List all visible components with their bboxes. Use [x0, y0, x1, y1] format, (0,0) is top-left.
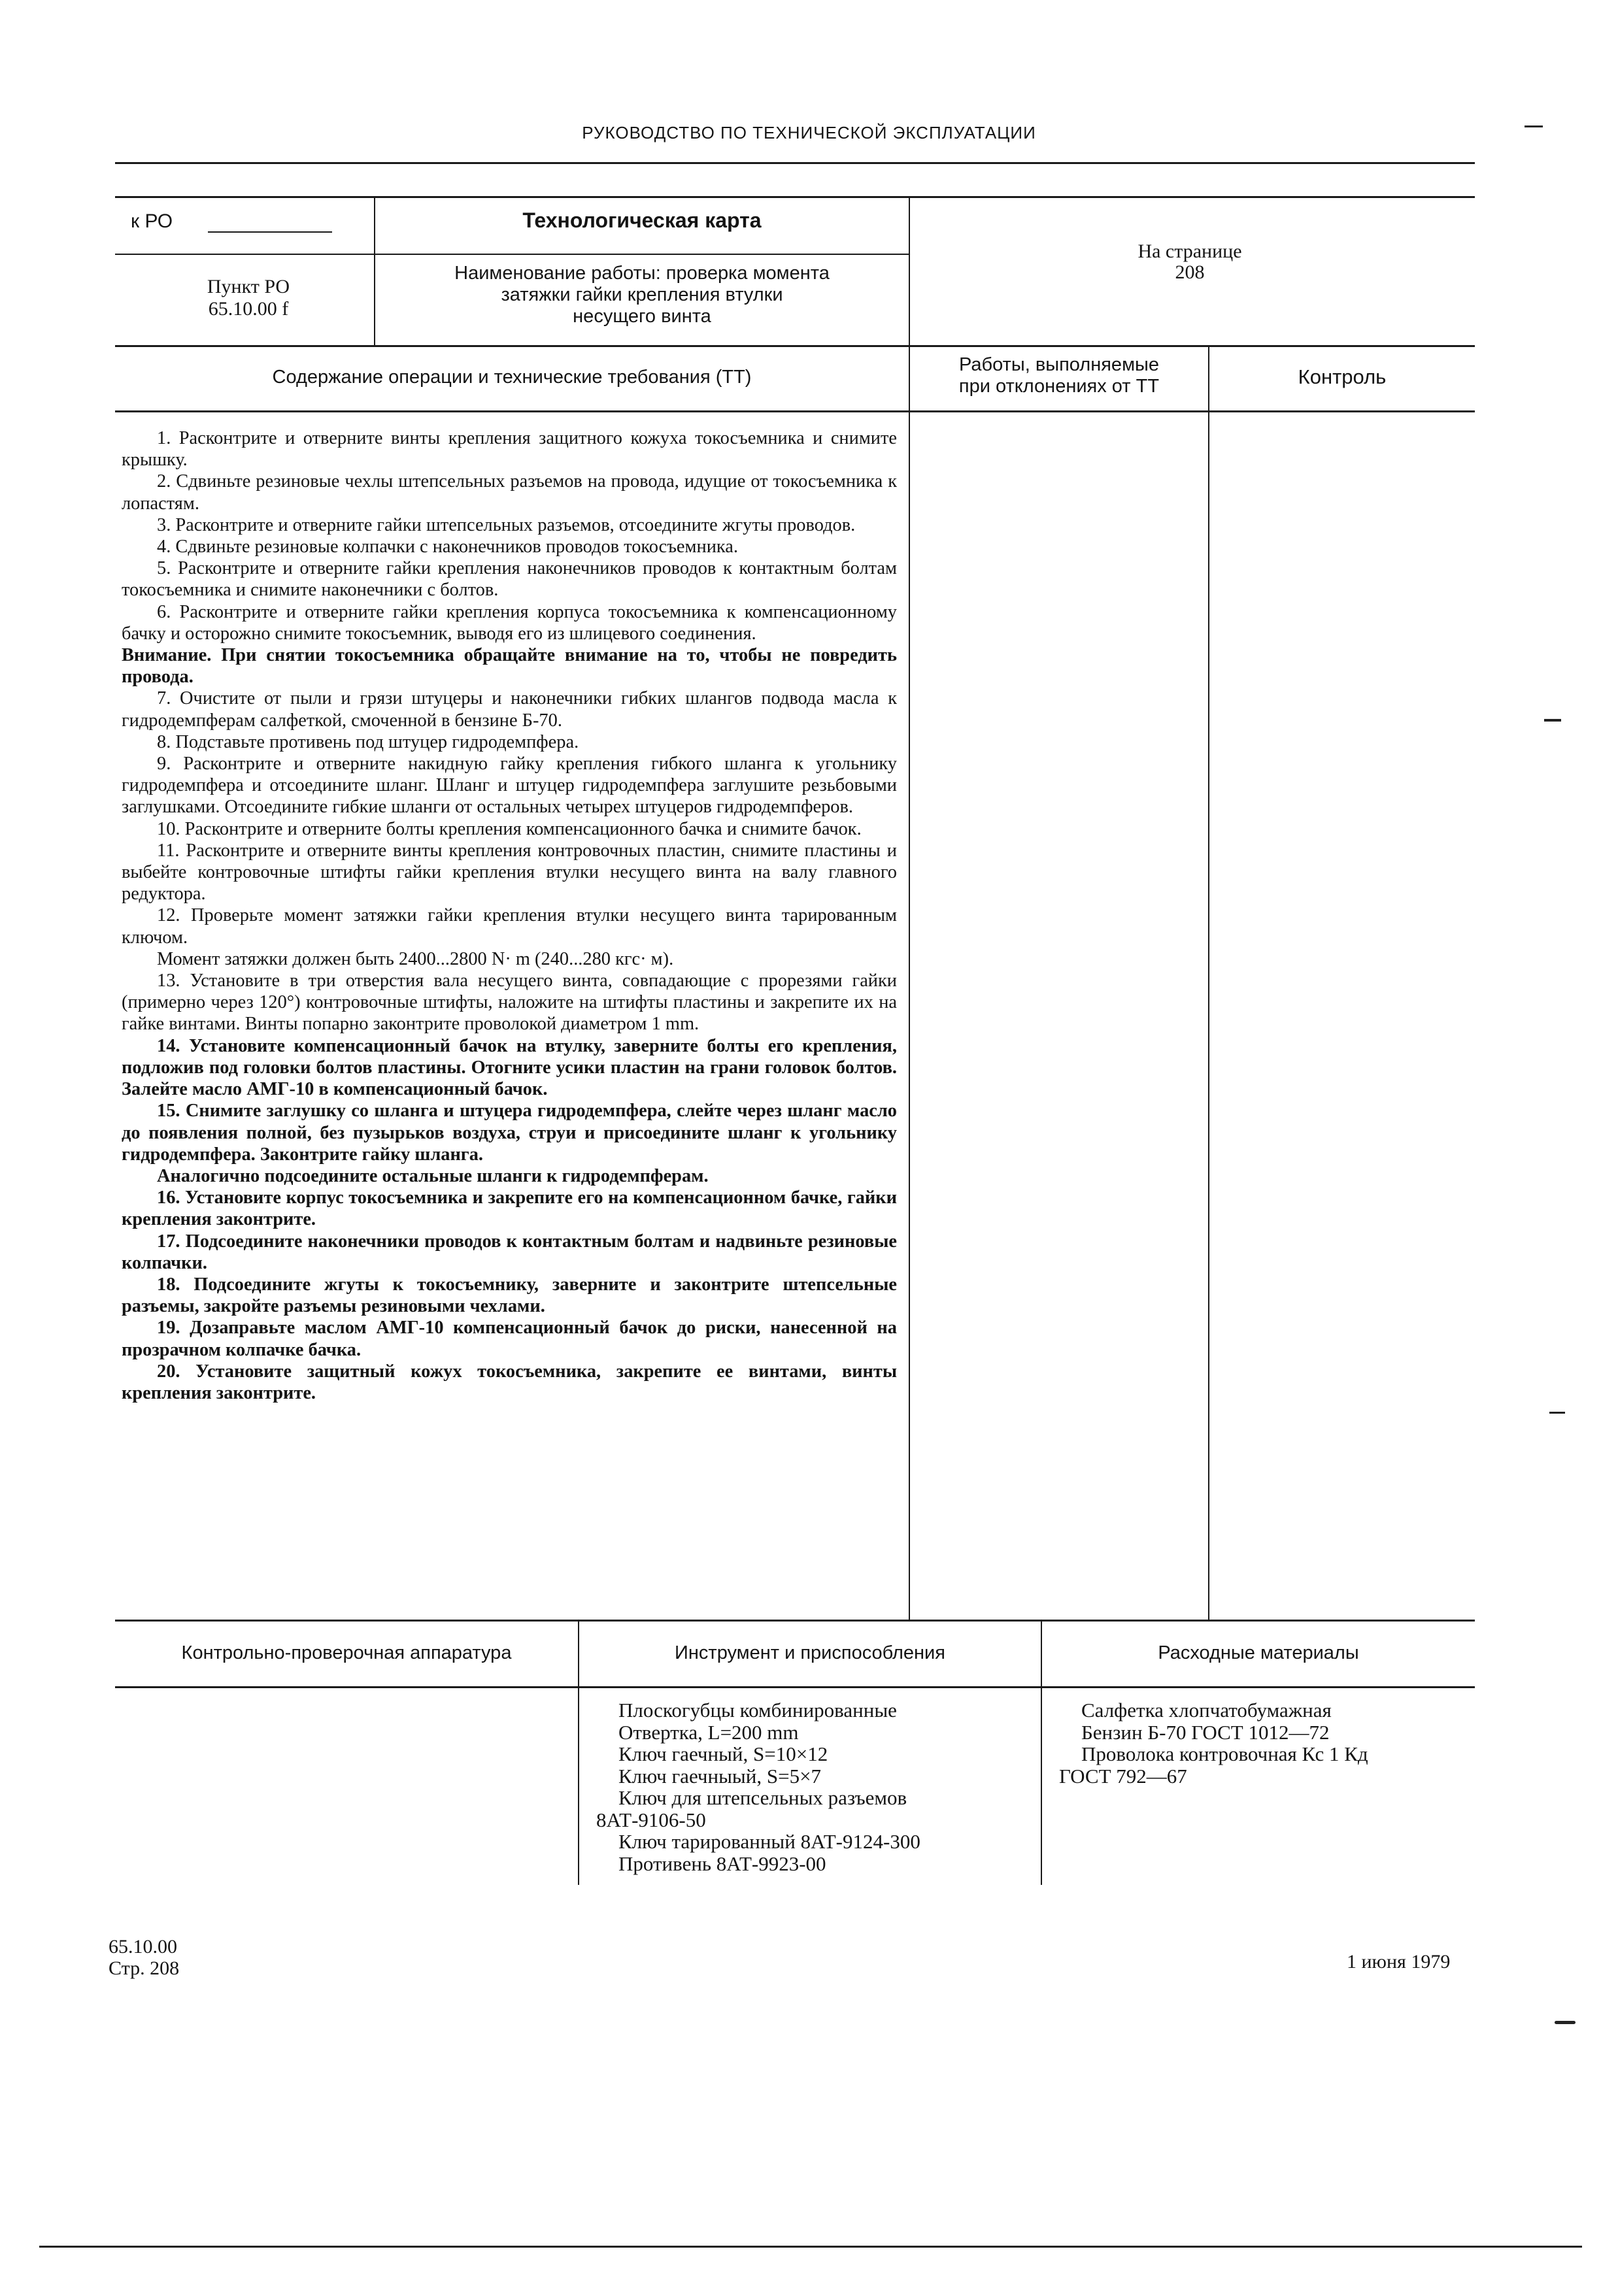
operation-item: 7. Очистите от пыли и грязи штуцеры и наконечники гибких шлангов подвода масла к гидродемпферам салфеткой, смоченной в бензине Б-70.	[122, 688, 897, 731]
material-item: Проволока контровочная Кс 1 Кд	[1081, 1742, 1368, 1765]
scan-mark	[1544, 719, 1561, 722]
page-label: На странице	[1138, 241, 1242, 262]
work-name-line-3: несущего винта	[573, 306, 711, 327]
item-label: Пункт РО	[207, 276, 290, 297]
tool-item: Ключ тарированный 8АТ-9124-300	[618, 1830, 920, 1853]
column-header-rule	[115, 410, 1475, 412]
operation-item: 17. Подсоедините наконечники проводов к контактным болтам и надвиньте резиновые колпачки.	[122, 1231, 897, 1273]
materials-list	[1059, 1699, 1368, 1787]
work-name-line-2: затяжки гайки крепления втулки	[501, 284, 783, 305]
scan-mark	[1525, 125, 1543, 127]
operation-item: 5. Расконтрите и отверните гайки крепления наконечников проводов к контактным болтам токосъемника и снимите наконечники с болтов.	[122, 558, 897, 601]
operation-item: 12. Проверьте момент затяжки гайки крепления втулки несущего винта тарированным ключом.	[122, 905, 897, 948]
operation-item: 3. Расконтрите и отверните гайки штепсельных разъемов, отсоедините жгуты проводов.	[157, 514, 856, 535]
tool-item: Ключ для штепсельных разъемов	[618, 1786, 907, 1809]
operation-item: 6. Расконтрите и отверните гайки крепления корпуса токосъемника к компенсационному бачку и осторожно снимите токосъемник, выводя его из шлицевого соединения.	[122, 601, 897, 644]
operation-item: 19. Дозаправьте маслом АМГ-10 компенсационный бачок до риски, нанесенной на прозрачном колпачке бачка.	[122, 1318, 897, 1360]
tools-list	[596, 1699, 920, 1874]
column-divider-content	[909, 196, 910, 1621]
scan-mark	[1549, 1412, 1565, 1414]
footer-date: 1 июня 1979	[1347, 1951, 1451, 1972]
footer-section: 65.10.00	[109, 1936, 177, 1957]
col-header-content: Содержание операции и технические требования (ТТ)	[272, 367, 752, 388]
col-header-deviations-line-2: при отклонениях от ТТ	[958, 376, 1160, 397]
top-rule	[115, 162, 1475, 164]
col-header-deviations	[910, 354, 1208, 397]
operation-item: 9. Расконтрите и отверните накидную гайку крепления гибкого шланга к угольнику гидродемпфера и отсоедините шланг. Шланг и штуцер гидродемпфера заглушите резьбовыми заглушками. Отсоедините гибкие шланги от остальных четырех штуцеров гидродемпферов.	[122, 754, 897, 818]
tool-item: Противень 8АТ-9923-00	[618, 1852, 826, 1875]
footer-left	[109, 1936, 179, 1979]
tool-item: Отвертка, L=200 mm	[618, 1720, 799, 1744]
tool-item: Ключ гаечный, S=10×12	[618, 1742, 828, 1765]
footer-page: Стр. 208	[109, 1957, 180, 1979]
running-head: РУКОВОДСТВО ПО ТЕХНИЧЕСКОЙ ЭКСПЛУАТАЦИИ	[582, 123, 1036, 142]
operation-item: 2. Сдвиньте резиновые чехлы штепсельных разъемов на провода, идущие от токосъемника к лопастям.	[122, 471, 897, 514]
ref-blank-line	[208, 231, 332, 233]
operation-item: 10. Расконтрите и отверните болты крепления компенсационного бачка и снимите бачок.	[157, 818, 862, 839]
operation-item: 4. Сдвиньте резиновые колпачки с наконечников проводов токосъемника.	[157, 537, 738, 557]
page-number: 208	[1175, 261, 1205, 283]
column-divider-control	[1208, 345, 1209, 1621]
bottom-table-top-rule	[115, 1620, 1475, 1622]
operation-item: 11. Расконтрите и отверните винты крепления контровочных пластин, снимите пластины и выбейте контровочные штифты гайки крепления втулки несущего винта на валу главного редуктора.	[122, 840, 897, 905]
table-top-rule	[115, 196, 1475, 198]
operations-list	[122, 427, 897, 1404]
tool-item: 8АТ-9106-50	[596, 1808, 706, 1831]
ref-label: к РО	[131, 210, 173, 232]
material-item: Салфетка хлопчатобумажная	[1081, 1699, 1332, 1722]
torque-spec: Момент затяжки должен быть 2400...2800 N· m (240...280 кгс· м).	[157, 948, 674, 969]
work-name-line-1: Наименование работы: проверка момента	[454, 263, 830, 284]
tool-item: Ключ гаечныый, S=5×7	[618, 1764, 822, 1788]
material-item: Бензин Б-70 ГОСТ 1012—72	[1081, 1720, 1330, 1744]
col-header-control: Контроль	[1298, 365, 1387, 388]
scan-mark	[1555, 2021, 1576, 2024]
operation-item: 1. Расконтрите и отверните винты крепления защитного кожуха токосъемника и снимите крышку.	[122, 428, 897, 471]
tool-item: Плоскогубцы комбинированные	[618, 1699, 897, 1722]
col-header-deviations-line-1: Работы, выполняемые	[959, 354, 1159, 375]
warning-note: Внимание. При снятии токосъемника обращайте внимание на то, чтобы не повредить провода.	[122, 645, 897, 688]
operation-note: Аналогично подсоедините остальные шланги к гидродемпферам.	[157, 1165, 709, 1186]
operation-item: 18. Подсоедините жгуты к токосъемнику, заверните и законтрите штепсельные разъемы, закройте разъемы резиновыми чехлами.	[122, 1274, 897, 1317]
material-item: ГОСТ 792—67	[1059, 1764, 1187, 1788]
work-name	[375, 263, 909, 327]
header-mid-rule	[115, 254, 910, 255]
operation-item: 14. Установите компенсационный бачок на втулку, заверните болты его крепления, подложив под головки болтов пластины. Отогните усики пластин на грани головок болтов. Залейте масло АМГ-10 в компенсационный бачок.	[122, 1035, 897, 1100]
card-title: Технологическая карта	[522, 208, 762, 232]
operation-item: 13. Установите в три отверстия вала несущего винта, совпадающие с прорезями гайки (примерно через 120°) контровочные штифты, наложите на штифты пластины и закрепите их на гайке винтами. Винты попарно законтрите проволокой диаметром 1 mm.	[122, 971, 897, 1035]
bottom-table-header-rule	[115, 1686, 1475, 1688]
operation-item: 16. Установите корпус токосъемника и закрепите его на компенсационном бачке, гайки крепления законтрите.	[122, 1188, 897, 1230]
operation-item: 15. Снимите заглушку со шланга и штуцера гидродемпфера, слейте через шланг масло до появления полной, без пузырьков воздуха, струи и присоедините шланг к угольнику гидродемпфера. Законтрите гайку шланга.	[122, 1101, 897, 1165]
operation-item: 20. Установите защитный кожух токосъемника, закрепите ее винтами, винты крепления законтрите.	[122, 1361, 897, 1403]
bottom-header-materials: Расходные материалы	[1158, 1642, 1359, 1663]
page-bottom-rule	[39, 2246, 1582, 2248]
item-number: 65.10.00 f	[208, 298, 289, 320]
bottom-header-tools: Инструмент и приспособления	[675, 1642, 945, 1663]
header-bottom-rule	[115, 345, 1475, 347]
bottom-header-equipment: Контрольно-проверочная аппаратура	[181, 1642, 512, 1663]
operation-item: 8. Подставьте противень под штуцер гидродемпфера.	[157, 731, 579, 752]
